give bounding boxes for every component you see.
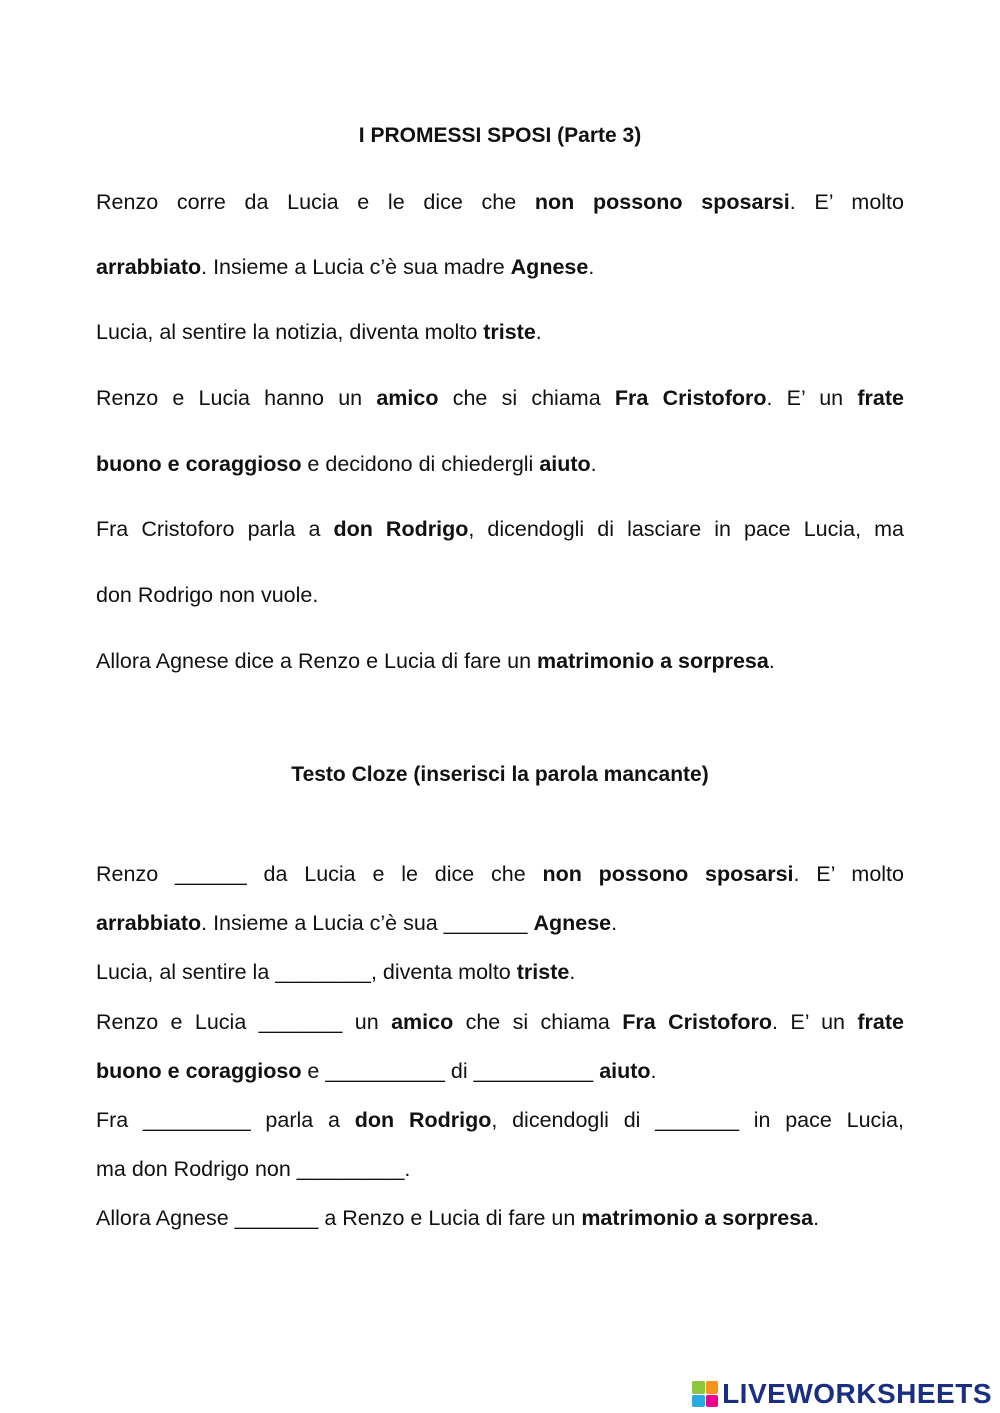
cloze-line-4: Renzo e Lucia _______ un amico che si chiama Fra Cristoforo. E’ un frate	[96, 1010, 904, 1034]
keyword: triste	[483, 320, 536, 344]
keyword: Agnese	[533, 911, 612, 935]
keyword: Fra Cristoforo	[614, 386, 767, 410]
cloze-line-6: Fra _________ parla a don Rodrigo, dicendogli di _______ in pace Lucia,	[96, 1108, 904, 1132]
reading-line-2: arrabbiato. Insieme a Lucia c’è sua madre Agnese.	[96, 255, 595, 279]
answer-blank[interactable]: __________	[325, 1059, 445, 1083]
keyword: buono e coraggioso	[96, 1059, 302, 1083]
answer-blank[interactable]: _______	[655, 1108, 739, 1132]
answer-blank[interactable]: _______	[234, 1206, 319, 1230]
answer-blank[interactable]: _________	[296, 1157, 405, 1181]
keyword: don Rodrigo	[333, 517, 469, 541]
cloze-line-5: buono e coraggioso e __________ di __________ aiuto.	[96, 1059, 657, 1083]
answer-blank[interactable]: ______	[174, 862, 247, 886]
keyword: frate	[857, 386, 904, 410]
reading-line-8: Allora Agnese dice a Renzo e Lucia di fare un matrimonio a sorpresa.	[96, 649, 775, 673]
reading-line-1: Renzo corre da Lucia e le dice che non possono sposarsi. E’ molto	[96, 190, 904, 214]
cloze-line-2: arrabbiato. Insieme a Lucia c’è sua _______ Agnese.	[96, 911, 618, 935]
keyword: Fra Cristoforo	[622, 1010, 773, 1034]
keyword: Agnese	[510, 255, 589, 279]
keyword: matrimonio a sorpresa	[537, 649, 769, 673]
keyword: non possono sposarsi	[542, 862, 794, 886]
liveworksheets-logo[interactable]	[692, 1379, 992, 1409]
keyword: buono e coraggioso	[96, 452, 302, 476]
keyword: arrabbiato	[96, 255, 202, 279]
reading-line-7: don Rodrigo non vuole.	[96, 583, 319, 607]
reading-line-6: Fra Cristoforo parla a don Rodrigo, dicendogli di lasciare in pace Lucia, ma	[96, 517, 904, 541]
reading-title: I PROMESSI SPOSI (Parte 3)	[358, 124, 642, 147]
keyword: aiuto	[599, 1059, 651, 1083]
keyword: aiuto	[539, 452, 591, 476]
keyword: don Rodrigo	[354, 1108, 492, 1132]
cloze-line-1: Renzo ______ da Lucia e le dice che non possono sposarsi. E’ molto	[96, 862, 904, 886]
reading-line-5: buono e coraggioso e decidono di chiedergli aiuto.	[96, 452, 597, 476]
keyword: triste	[516, 960, 570, 984]
answer-blank[interactable]: _______	[443, 911, 528, 935]
cloze-title: Testo Cloze (inserisci la parola mancante)	[291, 763, 709, 786]
cloze-line-8: Allora Agnese _______ a Renzo e Lucia di fare un matrimonio a sorpresa.	[96, 1206, 820, 1230]
logo-text: LIVEWORKSHEETS	[722, 1378, 992, 1409]
keyword: amico	[391, 1010, 454, 1034]
answer-blank[interactable]: __________	[473, 1059, 594, 1083]
keyword: arrabbiato	[96, 911, 202, 935]
keyword: frate	[857, 1010, 904, 1034]
keyword: non possono sposarsi	[534, 190, 790, 214]
keyword: amico	[376, 386, 439, 410]
answer-blank[interactable]: ________	[275, 960, 371, 984]
reading-line-3: Lucia, al sentire la notizia, diventa molto triste.	[96, 320, 542, 344]
reading-line-4: Renzo e Lucia hanno un amico che si chiama Fra Cristoforo. E’ un frate	[96, 386, 904, 410]
answer-blank[interactable]: _______	[258, 1010, 343, 1034]
keyword: matrimonio a sorpresa	[581, 1206, 814, 1230]
answer-blank[interactable]: _________	[143, 1108, 251, 1132]
cloze-line-7: ma don Rodrigo non _________.	[96, 1157, 411, 1181]
liveworksheets-logo-icon	[692, 1381, 718, 1407]
cloze-line-3: Lucia, al sentire la ________, diventa molto triste.	[96, 960, 576, 984]
